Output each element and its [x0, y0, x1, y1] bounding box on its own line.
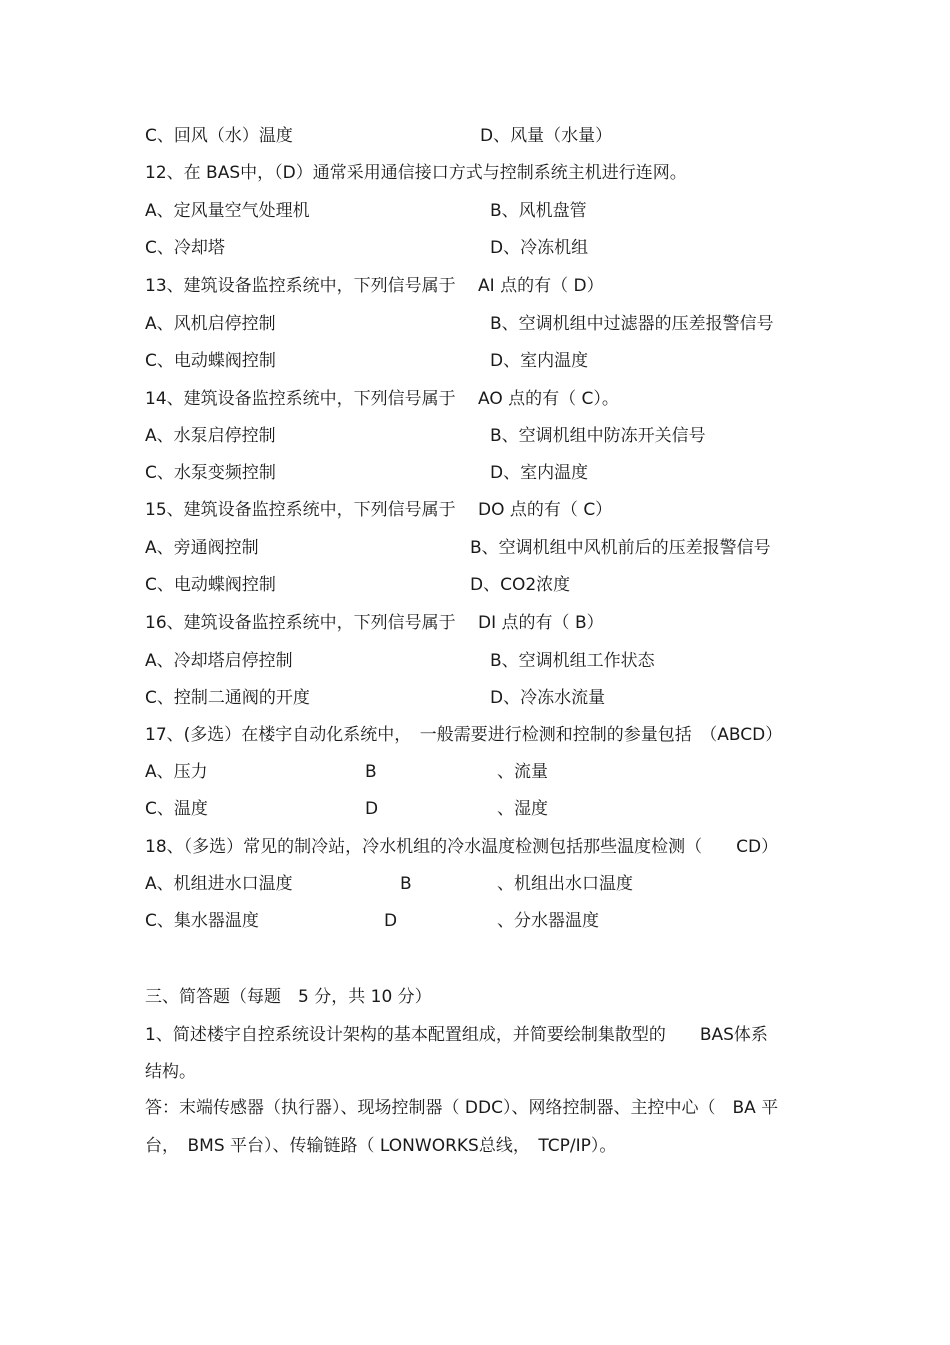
option-letter: D [365, 799, 379, 819]
option-left: C、温度 [145, 799, 208, 819]
question-line: 结构。 [145, 1062, 196, 1082]
option-left: A、旁通阀控制 [145, 538, 259, 558]
question-line: 14、建筑设备监控系统中，下列信号属于 AO 点的有（ C）。 [145, 389, 619, 409]
option-right: B、空调机组中风机前后的压差报警信号 [470, 538, 771, 558]
option-left: C、控制二通阀的开度 [145, 688, 310, 708]
option-left: C、回风（水）温度 [145, 126, 293, 146]
option-right: D、风量（水量） [480, 126, 613, 146]
option-letter: D [384, 911, 398, 931]
option-right: B、空调机组中过滤器的压差报警信号 [490, 314, 774, 334]
question-line: 12、在 BAS中，（D）通常采用通信接口方式与控制系统主机进行连网。 [145, 163, 687, 183]
option-right: B、空调机组中防冻开关信号 [490, 426, 706, 446]
option-right: 、机组出水口温度 [497, 874, 633, 894]
option-left: A、风机启停控制 [145, 314, 276, 334]
question-line: 15、建筑设备监控系统中，下列信号属于 DO 点的有（ C） [145, 500, 613, 520]
option-left: A、压力 [145, 762, 208, 782]
question-line: 1、简述楼宇自控系统设计架构的基本配置组成，并简要绘制集散型的 BAS体系 [145, 1025, 768, 1045]
option-left: C、电动蝶阀控制 [145, 575, 276, 595]
question-line: 17、(多选）在楼宇自动化系统中， 一般需要进行检测和控制的参量包括 （ABCD） [145, 725, 783, 745]
option-left: A、冷却塔启停控制 [145, 651, 293, 671]
question-line: 13、建筑设备监控系统中，下列信号属于 AI 点的有（ D） [145, 276, 604, 296]
question-line: 台， BMS 平台）、传输链路（ LONWORKS总线， TCP/IP）。 [145, 1136, 617, 1156]
option-left: A、定风量空气处理机 [145, 201, 310, 221]
question-line: 答：末端传感器（执行器）、现场控制器（ DDC）、网络控制器、主控中心（ BA 平 [145, 1098, 779, 1118]
option-right: D、冷冻机组 [490, 238, 589, 258]
option-right: 、流量 [497, 762, 548, 782]
option-right: 、湿度 [497, 799, 548, 819]
option-left: C、电动蝶阀控制 [145, 351, 276, 371]
option-right: D、室内温度 [490, 351, 589, 371]
option-right: 、分水器温度 [497, 911, 599, 931]
question-line: 18、（多选）常见的制冷站，冷水机组的冷水温度检测包括那些温度检测（ CD） [145, 837, 779, 857]
option-right: D、室内温度 [490, 463, 589, 483]
option-left: A、机组进水口温度 [145, 874, 293, 894]
question-line: 三、简答题（每题 5 分，共 10 分） [145, 987, 432, 1007]
option-right: D、CO2浓度 [470, 575, 571, 595]
question-line: 16、建筑设备监控系统中，下列信号属于 DI 点的有（ B） [145, 613, 604, 633]
option-left: C、集水器温度 [145, 911, 259, 931]
option-right: B、风机盘管 [490, 201, 587, 221]
option-right: B、空调机组工作状态 [490, 651, 655, 671]
option-left: C、水泵变频控制 [145, 463, 276, 483]
option-letter: B [365, 762, 377, 782]
option-right: D、冷冻水流量 [490, 688, 606, 708]
option-left: A、水泵启停控制 [145, 426, 276, 446]
option-left: C、冷却塔 [145, 238, 225, 258]
option-letter: B [400, 874, 412, 894]
